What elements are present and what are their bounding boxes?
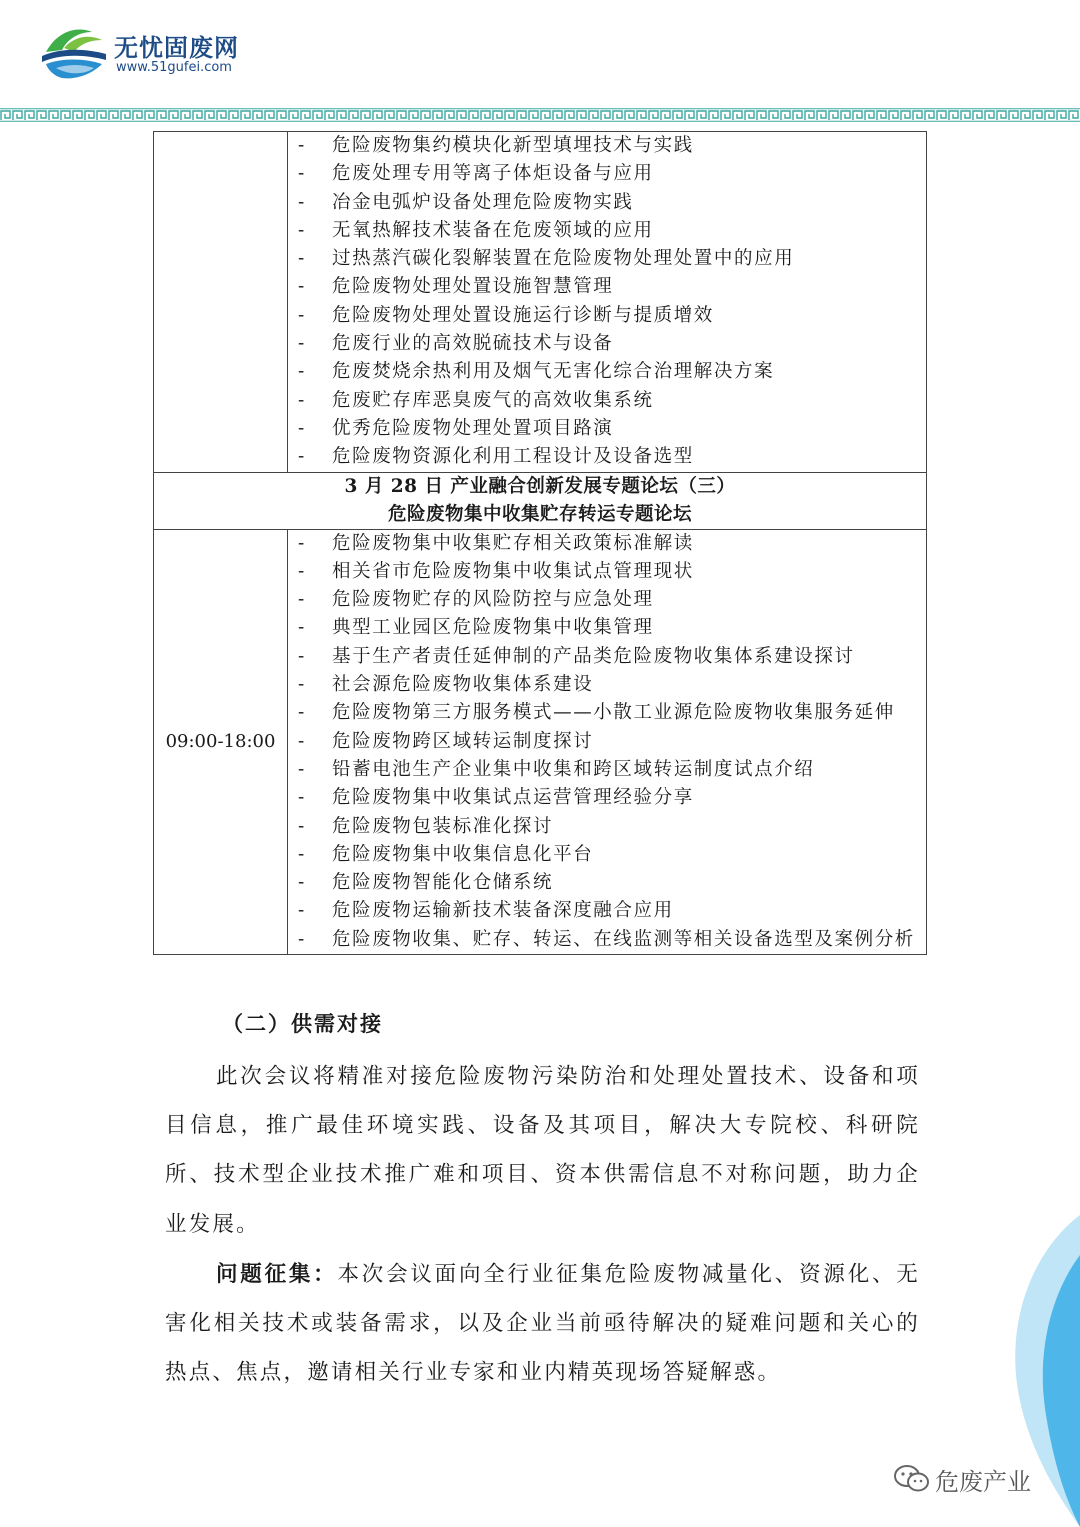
list-item: - 无氧热解技术装备在危废领域的应用	[298, 219, 654, 241]
section-title-line2: 危险废物集中收集贮存转运专题论坛	[387, 503, 692, 525]
list-item: - 危废行业的高效脱硫技术与设备	[298, 333, 614, 355]
list-item: - 优秀危险废物处理处置项目路演	[298, 417, 614, 439]
wechat-watermark	[893, 1460, 1053, 1500]
list-item: - 危险废物包装标准化探讨	[298, 815, 554, 837]
table-row	[154, 132, 927, 473]
section-heading: （二）供需对接	[222, 1011, 383, 1036]
list-item: - 危险废物处理处置设施智慧管理	[298, 276, 614, 298]
list-item: - 危险废物集中收集贮存相关政策标准解读	[298, 532, 694, 554]
list-item: - 危险废物贮存的风险防控与应急处理	[298, 589, 654, 611]
list-item: - 典型工业园区危险废物集中收集管理	[298, 617, 654, 639]
schedule-table	[153, 131, 927, 955]
list-item: - 危险废物集中收集信息化平台	[298, 843, 594, 865]
wechat-icon	[893, 1464, 931, 1494]
list-item: - 危险废物处理处置设施运行诊断与提质增效	[298, 304, 714, 326]
section-title-line1: 3 月 28 日 产业融合创新发展专题论坛（三）	[344, 475, 736, 497]
logo-name: 无忧固废网	[114, 34, 239, 62]
logo-url: www.51gufei.com	[116, 60, 232, 75]
paragraph-text: 本次会议面向全行业征集危险废物减量化、资源化、无害化相关技术或装备需求，以及企业当前亟待解决的疑难问题和关心的热点、焦点，邀请相关行业专家和业内精英现场答疑解惑。	[165, 1262, 920, 1386]
site-logo[interactable]	[40, 22, 300, 84]
list-item: - 危险废物第三方服务模式——小散工业源危险废物收集服务延伸	[298, 702, 895, 724]
list-item: - 危废焚烧余热利用及烟气无害化综合治理解决方案	[298, 361, 775, 383]
paragraph-supply-demand: 此次会议将精准对接危险废物污染防治和处理处置技术、设备和项目信息，推广最佳环境实践、设备及其项目，解决大专院校、科研院所、技术型企业技术推广难和项目、资本供需信息不对称问题，助力企业发展。	[165, 1064, 920, 1237]
list-item: - 危险废物集中收集试点运营管理经验分享	[298, 787, 694, 809]
list-item: - 危废贮存库恶臭废气的高效收集系统	[298, 389, 654, 411]
watermark-text: 危废产业	[935, 1468, 1031, 1496]
list-item: - 危险废物智能化仓储系统	[298, 872, 554, 894]
list-item: - 基于生产者责任延伸制的产品类危险废物收集体系建设探讨	[298, 645, 855, 667]
paragraph-label: 问题征集：	[216, 1262, 338, 1287]
decorative-border-band	[0, 108, 1080, 122]
section-title	[154, 472, 927, 529]
list-item: - 危废处理专用等离子体炬设备与应用	[298, 163, 654, 185]
list-item: - 危险废物收集、贮存、转运、在线监测等相关设备选型及案例分析	[298, 928, 915, 950]
table-row	[154, 529, 927, 954]
list-item: - 危险废物资源化利用工程设计及设备选型	[298, 446, 694, 468]
list-item: - 冶金电弧炉设备处理危险废物实践	[298, 191, 634, 213]
section-header-row	[154, 472, 927, 529]
paragraph-question-collection	[165, 1250, 920, 1398]
list-item: - 过热蒸汽碳化裂解装置在危险废物处理处置中的应用	[298, 248, 795, 270]
list-item: - 危险废物运输新技术装备深度融合应用	[298, 900, 674, 922]
list-item: - 危险废物跨区域转运制度探讨	[298, 730, 594, 752]
time-cell-empty	[154, 132, 288, 473]
list-item: - 铅蓄电池生产企业集中收集和跨区域转运制度试点介绍	[298, 758, 815, 780]
list-item: - 社会源危险废物收集体系建设	[298, 674, 594, 696]
leaf-wave-logo-icon	[40, 22, 108, 84]
list-item: - 相关省市危险废物集中收集试点管理现状	[298, 560, 694, 582]
topic-list	[288, 132, 927, 473]
topic-list	[288, 529, 927, 954]
list-item: - 危险废物集约模块化新型填埋技术与实践	[298, 135, 694, 156]
time-cell: 09:00-18:00	[154, 529, 288, 954]
